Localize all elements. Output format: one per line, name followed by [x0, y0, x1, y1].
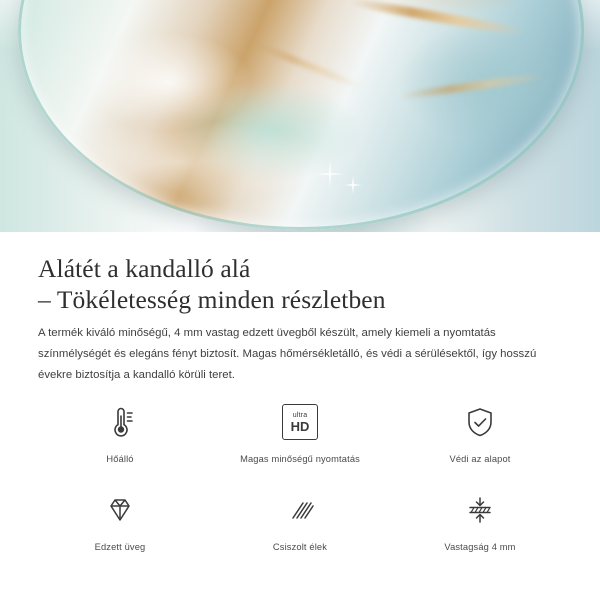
feature-label: Védi az alapot	[449, 454, 511, 464]
feature-item-print-quality	[210, 398, 390, 464]
feature-item-tempered-glass	[30, 486, 210, 552]
ultra-hd-icon	[276, 398, 324, 446]
polished-edge-icon	[276, 486, 324, 534]
headline-line-2: – Tökéletesség minden részletben	[38, 285, 386, 315]
feature-item-polished-edges	[210, 486, 390, 552]
headline-line-1: Alátét a kandalló alá	[38, 254, 251, 284]
diamond-icon	[96, 486, 144, 534]
feature-grid	[30, 398, 570, 552]
feature-item-surface-protection	[390, 398, 570, 464]
feature-label: Csiszolt élek	[272, 542, 328, 552]
badge-bottom-text: HD	[290, 418, 310, 434]
sparkle-icon-2	[344, 176, 362, 194]
product-description-text: A termék kiváló minőségű, 4 mm vastag edzett üvegből készült, amely kiemeli a nyomtatás színmélységét és elegáns fényt biztosít. Magas hőmérsékletálló, és védi a sérülésektől, így hosszú évekre biztosítja a kandalló körüli teret.	[38, 327, 537, 382]
hero-image	[0, 0, 600, 232]
feature-label: Hőálló	[106, 454, 134, 464]
thickness-icon	[456, 486, 504, 534]
page-title	[38, 253, 568, 315]
feature-label: Vastagság 4 mm	[444, 542, 516, 552]
feature-label: Magas minőségű nyomtatás	[240, 454, 360, 464]
sparkle-icon-1	[316, 160, 344, 188]
glass-platter-graphic	[18, 0, 584, 230]
badge-top-text: ultra	[292, 411, 308, 419]
feature-item-thickness	[390, 486, 570, 552]
thermometer-icon	[96, 398, 144, 446]
feature-item-heat-resistant	[30, 398, 210, 464]
feature-label: Edzett üveg	[94, 542, 146, 552]
shield-check-icon	[456, 398, 504, 446]
ultra-hd-badge	[282, 404, 318, 440]
